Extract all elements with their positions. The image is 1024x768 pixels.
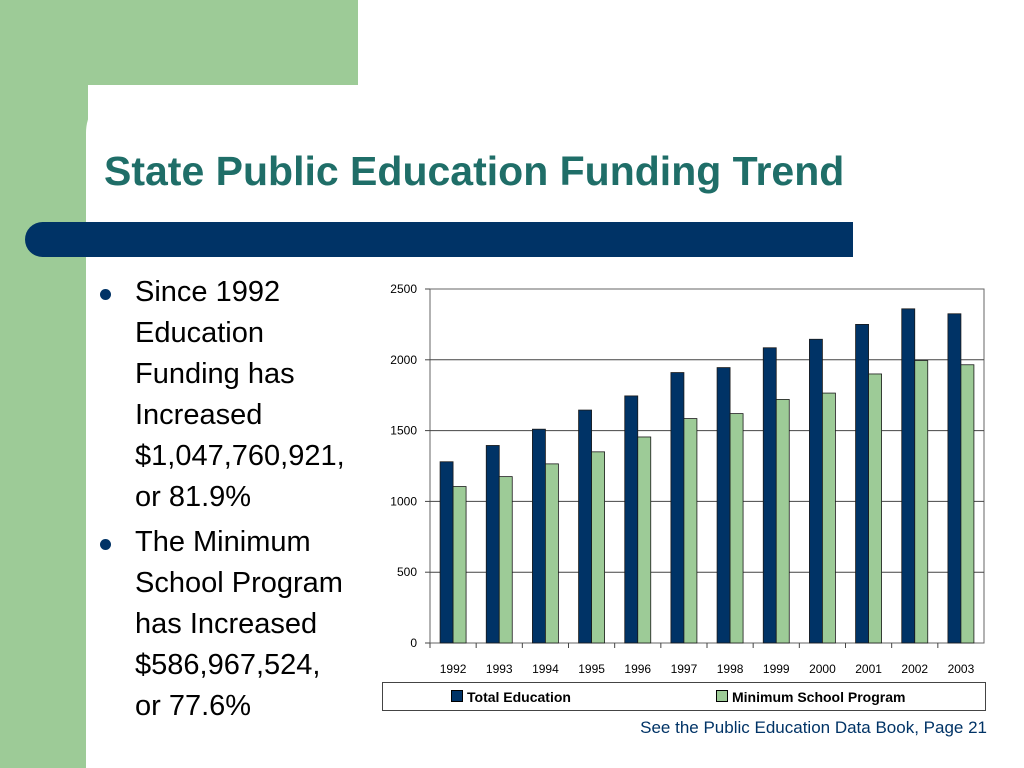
legend-swatch-total-education	[451, 690, 463, 702]
bullet-dot-icon	[100, 289, 111, 300]
bullet-line: Education	[135, 317, 264, 349]
bullet-line: or 81.9%	[135, 481, 252, 513]
bar-total-education	[809, 339, 822, 643]
y-tick-label: 1000	[390, 494, 417, 509]
bar-minimum-school-program	[869, 374, 882, 643]
bullet-line: has Increased	[135, 608, 318, 640]
bar-total-education	[440, 462, 453, 643]
bullet-line: Since 1992	[135, 276, 281, 308]
bar-total-education	[486, 445, 499, 643]
y-tick-label: 2500	[390, 282, 417, 296]
plot-area	[430, 289, 984, 643]
funding-bar-chart	[370, 276, 1000, 686]
bullet-line: $586,967,524,	[135, 649, 321, 681]
bar-total-education	[856, 324, 869, 643]
chart-legend	[382, 682, 986, 711]
x-tick-label: 2000	[809, 662, 836, 676]
x-tick-label: 1997	[670, 662, 698, 676]
bullet-line: $1,047,760,921,	[135, 440, 345, 472]
bar-minimum-school-program	[592, 452, 605, 643]
background-green-top	[0, 0, 358, 85]
source-note: See the Public Education Data Book, Page 21	[640, 718, 987, 737]
bar-minimum-school-program	[776, 399, 789, 643]
bar-total-education	[579, 410, 592, 643]
y-tick-label: 0	[410, 636, 417, 650]
x-tick-label: 1994	[532, 662, 559, 676]
bullet-line: The Minimum	[135, 526, 311, 558]
bullet-line: or 77.6%	[135, 690, 252, 722]
x-tick-label: 1996	[624, 662, 652, 676]
bar-total-education	[625, 396, 638, 643]
bar-total-education	[671, 373, 684, 643]
y-tick-label: 2000	[390, 352, 417, 367]
legend-swatch-minimum-school-program	[716, 690, 728, 702]
legend-item-minimum-school-program	[716, 689, 905, 705]
bar-total-education	[948, 314, 961, 643]
bar-total-education	[532, 429, 545, 643]
bar-minimum-school-program	[915, 361, 928, 643]
bullet-line: School Program	[135, 567, 343, 599]
x-tick-label: 1995	[578, 662, 605, 676]
x-tick-label: 1998	[716, 662, 744, 676]
x-tick-label: 2003	[947, 662, 975, 676]
bullet-list	[96, 272, 386, 731]
bullet-line: Increased	[135, 399, 263, 431]
bar-total-education	[717, 368, 730, 643]
bullet-item-2	[96, 522, 386, 727]
bar-minimum-school-program	[684, 419, 697, 643]
bullet-line: Funding has	[135, 358, 295, 390]
bar-minimum-school-program	[545, 464, 558, 643]
bar-minimum-school-program	[961, 365, 974, 643]
x-tick-label: 2002	[901, 662, 929, 676]
x-tick-label: 1992	[439, 662, 467, 676]
y-tick-label: 500	[396, 565, 417, 580]
bar-minimum-school-program	[638, 437, 651, 643]
bullet-dot-icon	[100, 539, 111, 550]
bar-minimum-school-program	[499, 477, 512, 643]
bar-minimum-school-program	[822, 393, 835, 643]
legend-item-total-education	[451, 689, 571, 705]
y-tick-label: 1500	[390, 423, 417, 438]
title-rule-bar	[25, 222, 853, 257]
legend-label: Total Education	[467, 689, 571, 705]
bar-minimum-school-program	[730, 414, 743, 643]
background-green-band	[0, 0, 88, 768]
x-tick-label: 1993	[485, 662, 513, 676]
slide-title: State Public Education Funding Trend	[104, 148, 845, 194]
legend-label: Minimum School Program	[732, 689, 906, 705]
bar-minimum-school-program	[453, 487, 466, 643]
x-tick-label: 1999	[762, 662, 790, 676]
bullet-item-1	[96, 272, 386, 518]
bar-total-education	[763, 348, 776, 643]
x-tick-label: 2001	[855, 662, 882, 676]
bar-total-education	[902, 309, 915, 643]
